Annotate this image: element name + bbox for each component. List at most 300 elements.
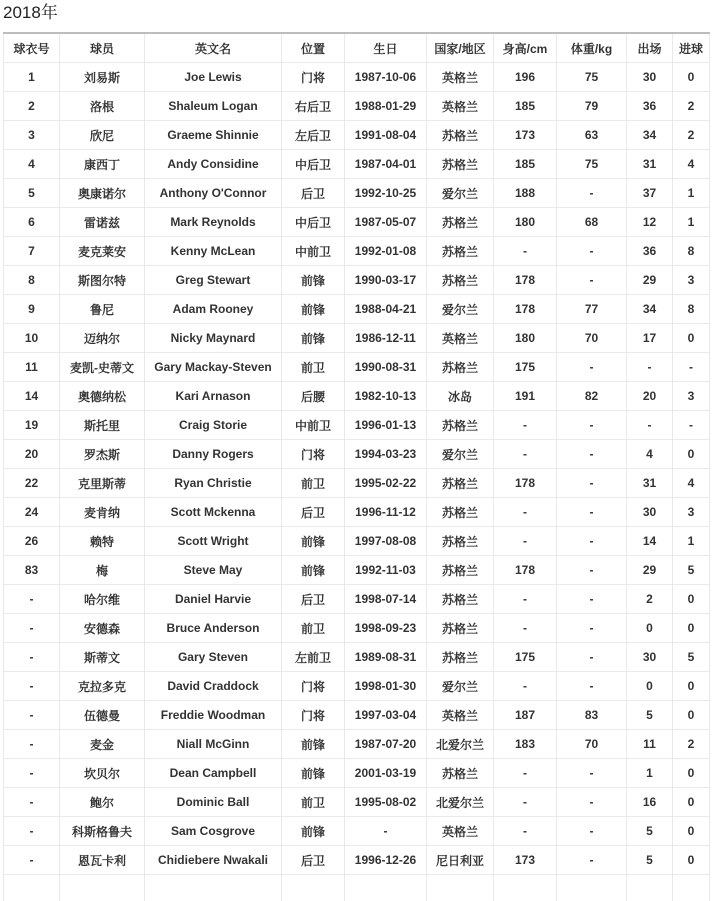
cell: 门将 (282, 63, 345, 92)
cell: 苏格兰 (427, 759, 494, 788)
cell: - (4, 817, 60, 846)
cell: 178 (494, 469, 557, 498)
cell: - (557, 411, 627, 440)
cell: 2001-03-19 (345, 759, 427, 788)
cell: 前锋 (282, 527, 345, 556)
cell: 183 (494, 730, 557, 759)
cell: 3 (673, 498, 710, 527)
table-row (4, 672, 710, 701)
cell: - (4, 643, 60, 672)
table-row (4, 846, 710, 875)
cell: - (4, 614, 60, 643)
cell: 前锋 (282, 266, 345, 295)
cell: 1982-10-13 (345, 382, 427, 411)
cell: 1992-01-08 (345, 237, 427, 266)
cell: 187 (494, 701, 557, 730)
cell: - (557, 266, 627, 295)
cell: 1988-04-21 (345, 295, 427, 324)
cell: 4 (627, 440, 673, 469)
cell: 苏格兰 (427, 150, 494, 179)
cell: 20 (627, 382, 673, 411)
cell: 迈纳尔 (60, 324, 145, 353)
cell: 麦克莱安 (60, 237, 145, 266)
cell: 1987-05-07 (345, 208, 427, 237)
table-row (4, 382, 710, 411)
cell: 8 (673, 237, 710, 266)
cell: - (494, 614, 557, 643)
cell: 79 (557, 92, 627, 121)
cell: 苏格兰 (427, 498, 494, 527)
cell: 洛根 (60, 92, 145, 121)
cell: Steve May (145, 556, 282, 585)
cell: 9 (4, 295, 60, 324)
column-header: 进球 (673, 33, 710, 63)
cell: 1987-10-06 (345, 63, 427, 92)
cell: Chidiebere Nwakali (145, 846, 282, 875)
cell: 中前卫 (282, 411, 345, 440)
cell: 24 (4, 498, 60, 527)
table-row (4, 208, 710, 237)
cell: - (4, 759, 60, 788)
cell: 0 (673, 440, 710, 469)
cell: 178 (494, 556, 557, 585)
cell: 34 (627, 121, 673, 150)
cell: 前锋 (282, 556, 345, 585)
cell: 梅 (60, 556, 145, 585)
cell: 2 (673, 730, 710, 759)
cell: 苏格兰 (427, 556, 494, 585)
cell: 1 (4, 63, 60, 92)
cell: 斯托里 (60, 411, 145, 440)
cell: 科斯格鲁夫 (60, 817, 145, 846)
cell: 鲁尼 (60, 295, 145, 324)
cell: Kari Arnason (145, 382, 282, 411)
empty-cell (673, 875, 710, 901)
cell: 180 (494, 324, 557, 353)
cell: 中后卫 (282, 150, 345, 179)
cell: Ryan Christie (145, 469, 282, 498)
cell: 70 (557, 730, 627, 759)
cell: 麦金 (60, 730, 145, 759)
cell: 1990-08-31 (345, 353, 427, 382)
cell: 奥德纳松 (60, 382, 145, 411)
empty-cell (427, 875, 494, 901)
cell: 北爱尔兰 (427, 730, 494, 759)
cell: 75 (557, 150, 627, 179)
cell: 1996-01-13 (345, 411, 427, 440)
cell: - (557, 614, 627, 643)
cell: 22 (4, 469, 60, 498)
table-row (4, 788, 710, 817)
cell: 斯图尔特 (60, 266, 145, 295)
cell: 中前卫 (282, 237, 345, 266)
cell: 1 (673, 208, 710, 237)
cell: 6 (4, 208, 60, 237)
cell: 1986-12-11 (345, 324, 427, 353)
cell: 8 (4, 266, 60, 295)
cell: 3 (4, 121, 60, 150)
cell: 83 (4, 556, 60, 585)
cell: Freddie Woodman (145, 701, 282, 730)
cell: 后卫 (282, 179, 345, 208)
table-row (4, 759, 710, 788)
table-row (4, 469, 710, 498)
cell: - (494, 759, 557, 788)
cell: - (494, 527, 557, 556)
cell: Scott Mckenna (145, 498, 282, 527)
cell: 1998-07-14 (345, 585, 427, 614)
table-row (4, 498, 710, 527)
cell: 右后卫 (282, 92, 345, 121)
cell: 前卫 (282, 353, 345, 382)
cell: Craig Storie (145, 411, 282, 440)
cell: 0 (627, 614, 673, 643)
cell: 5 (4, 179, 60, 208)
cell: 鲍尔 (60, 788, 145, 817)
cell: - (494, 672, 557, 701)
table-row (4, 556, 710, 585)
empty-cell (494, 875, 557, 901)
cell: 0 (673, 846, 710, 875)
cell: 斯蒂文 (60, 643, 145, 672)
cell: 26 (4, 527, 60, 556)
cell: 70 (557, 324, 627, 353)
empty-cell (557, 875, 627, 901)
table-row (4, 266, 710, 295)
cell: 1995-02-22 (345, 469, 427, 498)
table-row (4, 295, 710, 324)
column-header: 球员 (60, 33, 145, 63)
cell: 雷诺兹 (60, 208, 145, 237)
cell: - (4, 788, 60, 817)
table-row (4, 237, 710, 266)
cell: - (557, 469, 627, 498)
cell: 前锋 (282, 730, 345, 759)
cell: 1990-03-17 (345, 266, 427, 295)
cell: 苏格兰 (427, 121, 494, 150)
cell: - (4, 585, 60, 614)
cell: 苏格兰 (427, 237, 494, 266)
cell: 11 (4, 353, 60, 382)
cell: - (4, 672, 60, 701)
cell: Shaleum Logan (145, 92, 282, 121)
cell: 2 (673, 92, 710, 121)
cell: - (494, 498, 557, 527)
cell: 2 (673, 121, 710, 150)
cell: Andy Considine (145, 150, 282, 179)
cell: - (557, 788, 627, 817)
cell: 苏格兰 (427, 643, 494, 672)
cell: 1987-07-20 (345, 730, 427, 759)
cell: - (557, 527, 627, 556)
cell: - (494, 440, 557, 469)
cell: 前卫 (282, 614, 345, 643)
cell: 0 (673, 672, 710, 701)
cell: 后卫 (282, 846, 345, 875)
cell: - (557, 846, 627, 875)
cell: 185 (494, 92, 557, 121)
cell: 173 (494, 121, 557, 150)
cell: Dean Campbell (145, 759, 282, 788)
cell: Kenny McLean (145, 237, 282, 266)
cell: 爱尔兰 (427, 295, 494, 324)
cell: 1998-01-30 (345, 672, 427, 701)
cell: Anthony O'Connor (145, 179, 282, 208)
cell: 30 (627, 63, 673, 92)
empty-partial-row (4, 875, 710, 901)
cell: - (345, 817, 427, 846)
table-row (4, 643, 710, 672)
cell: 北爱尔兰 (427, 788, 494, 817)
cell: 12 (627, 208, 673, 237)
cell: 3 (673, 266, 710, 295)
cell: 180 (494, 208, 557, 237)
cell: 罗杰斯 (60, 440, 145, 469)
cell: - (494, 817, 557, 846)
cell: 5 (673, 643, 710, 672)
cell: - (494, 411, 557, 440)
cell: 1991-08-04 (345, 121, 427, 150)
table-row (4, 63, 710, 92)
cell: - (494, 237, 557, 266)
cell: 11 (627, 730, 673, 759)
cell: - (557, 643, 627, 672)
cell: Joe Lewis (145, 63, 282, 92)
cell: Nicky Maynard (145, 324, 282, 353)
table-row (4, 411, 710, 440)
cell: 1 (673, 527, 710, 556)
cell: 坎贝尔 (60, 759, 145, 788)
cell: 37 (627, 179, 673, 208)
empty-cell (4, 875, 60, 901)
cell: 5 (627, 701, 673, 730)
cell: 1996-12-26 (345, 846, 427, 875)
cell: 麦凯-史蒂文 (60, 353, 145, 382)
cell: 1 (673, 179, 710, 208)
cell: 赖特 (60, 527, 145, 556)
cell: 36 (627, 237, 673, 266)
column-header: 位置 (282, 33, 345, 63)
cell: 77 (557, 295, 627, 324)
cell: 1998-09-23 (345, 614, 427, 643)
cell: 前卫 (282, 788, 345, 817)
cell: 0 (673, 788, 710, 817)
cell: 刘易斯 (60, 63, 145, 92)
table-row (4, 92, 710, 121)
cell: - (557, 498, 627, 527)
cell: - (4, 846, 60, 875)
cell: 爱尔兰 (427, 440, 494, 469)
cell: 36 (627, 92, 673, 121)
cell: 冰岛 (427, 382, 494, 411)
cell: 20 (4, 440, 60, 469)
cell: 1995-08-02 (345, 788, 427, 817)
cell: - (627, 353, 673, 382)
cell: 30 (627, 643, 673, 672)
cell: 1994-03-23 (345, 440, 427, 469)
empty-cell (282, 875, 345, 901)
cell: 185 (494, 150, 557, 179)
cell: 1987-04-01 (345, 150, 427, 179)
cell: 2 (4, 92, 60, 121)
cell: 4 (4, 150, 60, 179)
cell: David Craddock (145, 672, 282, 701)
cell: - (494, 585, 557, 614)
cell: 英格兰 (427, 701, 494, 730)
cell: 苏格兰 (427, 469, 494, 498)
cell: Adam Rooney (145, 295, 282, 324)
cell: 14 (627, 527, 673, 556)
empty-cell (145, 875, 282, 901)
cell: 前锋 (282, 324, 345, 353)
cell: 34 (627, 295, 673, 324)
cell: 175 (494, 643, 557, 672)
cell: 75 (557, 63, 627, 92)
cell: 31 (627, 150, 673, 179)
cell: 苏格兰 (427, 353, 494, 382)
cell: - (673, 353, 710, 382)
cell: 0 (673, 817, 710, 846)
cell: 1996-11-12 (345, 498, 427, 527)
cell: Danny Rogers (145, 440, 282, 469)
cell: 196 (494, 63, 557, 92)
cell: 63 (557, 121, 627, 150)
cell: 门将 (282, 672, 345, 701)
cell: Sam Cosgrove (145, 817, 282, 846)
header-row (4, 33, 710, 63)
cell: Gary Steven (145, 643, 282, 672)
cell: 英格兰 (427, 92, 494, 121)
cell: - (557, 556, 627, 585)
cell: 7 (4, 237, 60, 266)
cell: 伍德曼 (60, 701, 145, 730)
cell: 苏格兰 (427, 527, 494, 556)
cell: 14 (4, 382, 60, 411)
cell: - (557, 237, 627, 266)
table-row (4, 817, 710, 846)
cell: 爱尔兰 (427, 179, 494, 208)
cell: 83 (557, 701, 627, 730)
cell: 英格兰 (427, 324, 494, 353)
cell: 4 (673, 469, 710, 498)
cell: - (557, 179, 627, 208)
cell: 3 (673, 382, 710, 411)
cell: - (557, 353, 627, 382)
cell: 175 (494, 353, 557, 382)
cell: 苏格兰 (427, 208, 494, 237)
cell: 16 (627, 788, 673, 817)
column-header: 身高/cm (494, 33, 557, 63)
cell: 后卫 (282, 498, 345, 527)
cell: 188 (494, 179, 557, 208)
cell: 1992-11-03 (345, 556, 427, 585)
cell: 奥康诺尔 (60, 179, 145, 208)
cell: 英格兰 (427, 817, 494, 846)
cell: 29 (627, 556, 673, 585)
table-row (4, 730, 710, 759)
cell: Mark Reynolds (145, 208, 282, 237)
cell: 29 (627, 266, 673, 295)
cell: 5 (627, 817, 673, 846)
cell: 0 (627, 672, 673, 701)
cell: 爱尔兰 (427, 672, 494, 701)
column-header: 球衣号 (4, 33, 60, 63)
cell: - (557, 440, 627, 469)
cell: - (4, 701, 60, 730)
cell: 康西丁 (60, 150, 145, 179)
cell: 哈尔维 (60, 585, 145, 614)
cell: 1992-10-25 (345, 179, 427, 208)
cell: 左后卫 (282, 121, 345, 150)
cell: 苏格兰 (427, 411, 494, 440)
cell: 欣尼 (60, 121, 145, 150)
cell: 8 (673, 295, 710, 324)
cell: 0 (673, 63, 710, 92)
cell: 0 (673, 701, 710, 730)
cell: - (557, 817, 627, 846)
cell: 前锋 (282, 295, 345, 324)
cell: 0 (673, 585, 710, 614)
cell: 英格兰 (427, 63, 494, 92)
cell: 31 (627, 469, 673, 498)
column-header: 国家/地区 (427, 33, 494, 63)
cell: - (557, 585, 627, 614)
table-row (4, 440, 710, 469)
cell: 克拉多克 (60, 672, 145, 701)
cell: 1989-08-31 (345, 643, 427, 672)
cell: - (494, 788, 557, 817)
table-row (4, 324, 710, 353)
cell: 178 (494, 266, 557, 295)
empty-cell (60, 875, 145, 901)
cell: 苏格兰 (427, 266, 494, 295)
cell: 后卫 (282, 585, 345, 614)
cell: Scott Wright (145, 527, 282, 556)
cell: 前卫 (282, 469, 345, 498)
cell: Bruce Anderson (145, 614, 282, 643)
cell: 5 (673, 556, 710, 585)
column-header: 英文名 (145, 33, 282, 63)
cell: 1988-01-29 (345, 92, 427, 121)
cell: - (4, 730, 60, 759)
cell: 30 (627, 498, 673, 527)
cell: 前锋 (282, 759, 345, 788)
cell: Graeme Shinnie (145, 121, 282, 150)
table-row (4, 585, 710, 614)
cell: 克里斯蒂 (60, 469, 145, 498)
cell: 178 (494, 295, 557, 324)
column-header: 生日 (345, 33, 427, 63)
cell: 191 (494, 382, 557, 411)
table-row (4, 353, 710, 382)
cell: 173 (494, 846, 557, 875)
cell: 恩瓦卡利 (60, 846, 145, 875)
cell: Dominic Ball (145, 788, 282, 817)
cell: Greg Stewart (145, 266, 282, 295)
column-header: 体重/kg (557, 33, 627, 63)
cell: Gary Mackay-Steven (145, 353, 282, 382)
cell: Niall McGinn (145, 730, 282, 759)
cell: 2 (627, 585, 673, 614)
cell: 0 (673, 614, 710, 643)
cell: 17 (627, 324, 673, 353)
table-row (4, 701, 710, 730)
cell: - (673, 411, 710, 440)
cell: Daniel Harvie (145, 585, 282, 614)
cell: 安德森 (60, 614, 145, 643)
roster-table (3, 32, 710, 901)
cell: - (557, 759, 627, 788)
